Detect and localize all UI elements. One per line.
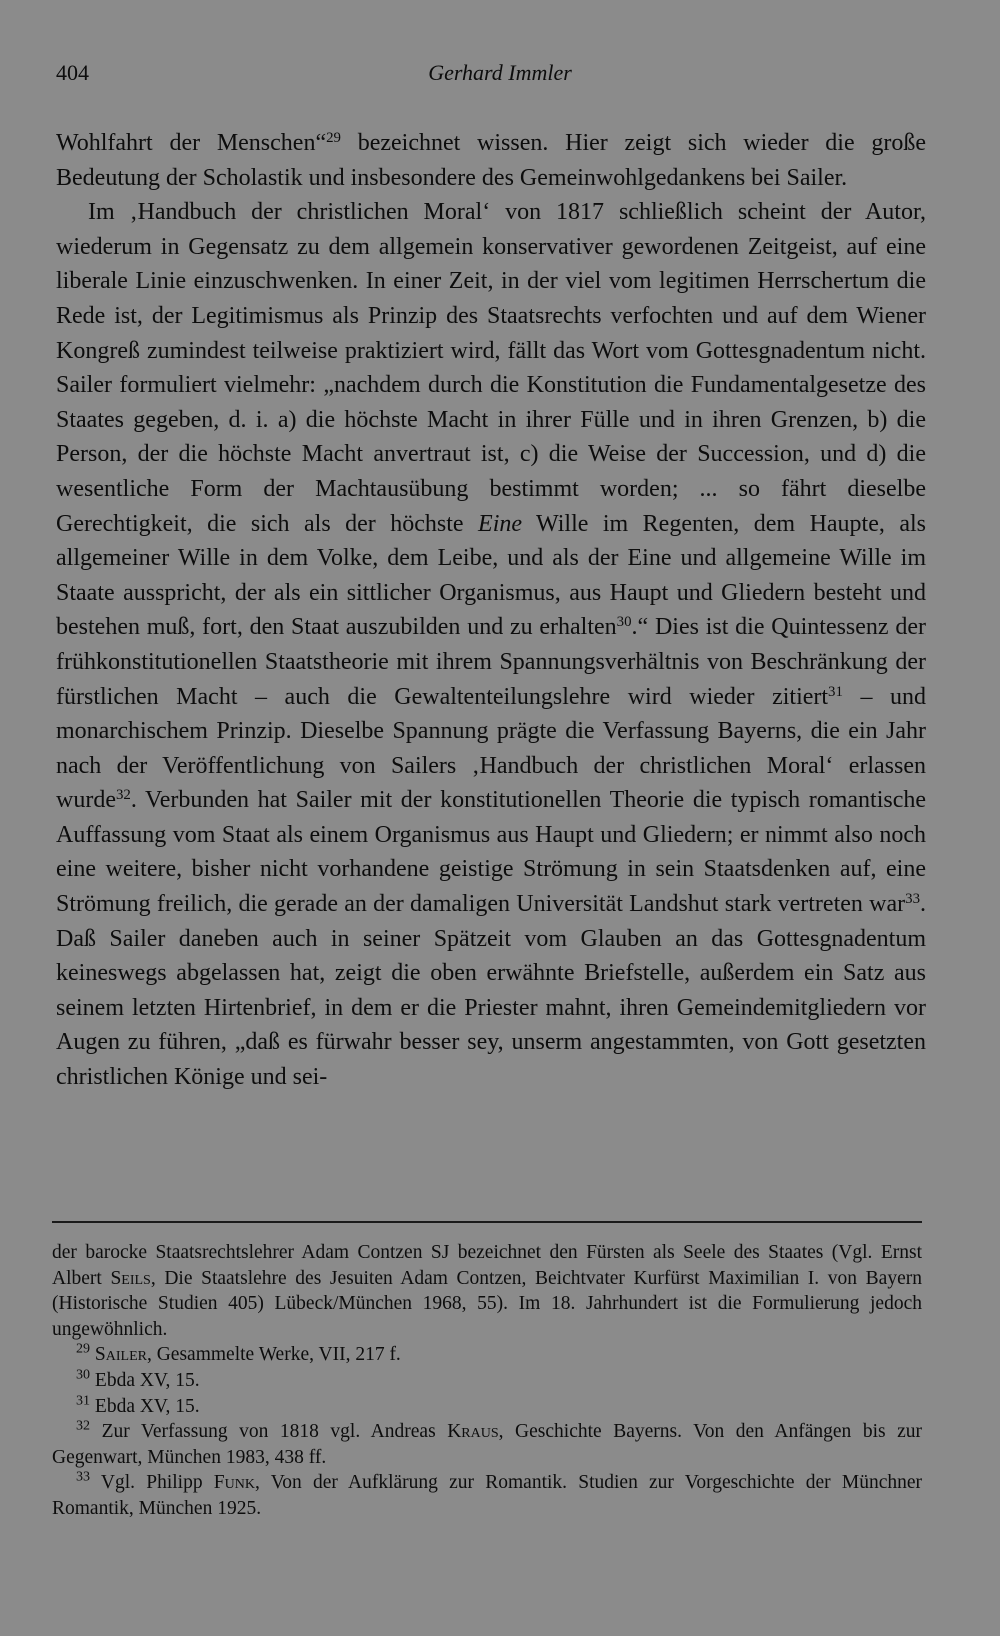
text-run: , Die Staatslehre des Jesuiten Adam Contzen, Beichtvater Kurfürst Maximilian I. von Bayern (Historische Studien 405) Lübeck/München 1968, 55). Im 18. Jahrhundert ist die Formulierung jedoch ungewöhnlich.: [52, 1267, 922, 1340]
footnote-number: 31: [76, 1391, 91, 1408]
footnote-number: 30: [76, 1366, 91, 1383]
author-name: Kraus: [447, 1421, 499, 1443]
footnote-ref-32: 32: [115, 787, 131, 804]
page-header: [56, 60, 944, 96]
page-number: 404: [56, 60, 89, 85]
italic-word: Eine: [478, 510, 523, 537]
footnote-ref-33: 33: [905, 890, 920, 907]
text-run: bezeichnet wissen. Hier zeigt sich wieder die große Bedeutung der Scholastik und insbesondere des Gemeinwohlgedankens bei Sailer.: [56, 130, 926, 191]
text-run: Zur Verfassung von 1818 vgl. Andreas: [101, 1421, 448, 1443]
footnote-ref-30: 30: [616, 614, 632, 631]
footnote-divider: [52, 1221, 922, 1223]
text-run: , Von der Aufklärung zur Romantik. Studien zur Vorgeschichte der Münchner Romantik, München 1925.: [52, 1472, 922, 1519]
text-run: . Verbunden hat Sailer mit der konstitutionellen Theorie die typisch romantische Auffassung vom Staat als einem Organismus aus Haupt und Gliedern; er nimmt also noch eine weitere, bisher nicht vorhandene geistige Strömung in sein Staatsdenken auf, eine Strömung freilich, die gerade an der damaligen Universität Landshut stark vertreten war: [56, 787, 926, 918]
text-run: , Gesammelte Werke, VII, 217 f.: [146, 1344, 401, 1366]
footnote-29: [52, 1342, 922, 1368]
footnote-ref-31: 31: [828, 683, 843, 700]
text-run: . Daß Sailer daneben auch in seiner Spätzeit vom Glauben an das Gottesgnadentum keineswegs abgelassen hat, zeigt die oben erwähnte Briefstelle, außerdem ein Satz aus seinem letzten Hirtenbrief, in dem er die Priester mahnt, ihren Gemeindemitgliedern vor Augen zu führen, „daß es fürwahr besser sey, unserm angestammten, von Gott gesetzten christlichen Könige und sei-: [56, 891, 926, 1091]
running-head: Gerhard Immler: [428, 60, 572, 85]
footnotes: [52, 1240, 922, 1522]
text-run: der barocke Staatsrechtslehrer Adam Contzen SJ bezeichnet den Fürsten als Seele des Staates (Vgl. Ernst Albert: [52, 1242, 922, 1289]
text-run: Im ‚Handbuch der christlichen Moral‘ von 1817 schließlich scheint der Autor, wiederum in Gegensatz zu dem allgemein konservativer gewordenen Zeitgeist, auf eine liberale Linie einzuschwenken. In einer Zeit, in der viel vom legitimen Herrschertum die Rede ist, der Legitimismus als Prinzip des Staatsrechts verfochten und auf dem Wiener Kongreß zumindest teilweise praktiziert wird, fällt das Wort vom Gottesgnadentum nicht. Sailer formuliert vielmehr: „nachdem durch die Konstitution die Fundamentalgesetze des Staates gegeben, d. i. a) die höchste Macht in ihrer Fülle und in ihren Grenzen, b) die Person, der die höchste Macht anvertraut ist, c) die Weise der Succession, und d) die wesentliche Form der Machtausübung bestimmt worden; ... so fährt dieselbe Gerechtigkeit, die sich als der höchste: [56, 199, 926, 537]
main-text: [56, 126, 926, 1095]
author-name: Seils: [110, 1267, 151, 1289]
footnote-number: 33: [76, 1468, 91, 1485]
text-run: Vgl. Philipp: [100, 1472, 214, 1494]
text-run: , Geschichte Bayerns. Von den Anfängen bis zur Gegenwart, München 1983, 438 ff.: [52, 1421, 923, 1468]
text-run: Ebda XV, 15.: [94, 1395, 200, 1417]
paragraph-2: [56, 195, 926, 1094]
footnote-30: [52, 1368, 922, 1394]
footnote-number: 29: [76, 1340, 91, 1357]
text-run: .“ Dies ist die Quintessenz der frühkonstitutionellen Staatstheorie mit ihrem Spannungsverhältnis von Beschränkung der fürstlichen Macht – auch die Gewaltenteilungslehre wird wieder zitiert: [56, 614, 926, 710]
footnote-number: 32: [76, 1417, 91, 1434]
footnote-32: [52, 1419, 922, 1470]
footnote-33: [52, 1470, 922, 1521]
text-run: Wohlfahrt der Menschen“: [56, 130, 327, 156]
footnote-31: [52, 1391, 922, 1420]
paragraph-1: [56, 126, 926, 195]
text-run: Ebda XV, 15.: [94, 1369, 200, 1391]
author-name: Funk: [213, 1472, 255, 1494]
footnote-ref-29: 29: [326, 129, 341, 146]
footnote-continuation: [52, 1240, 922, 1342]
text-run: Wille im Regenten, dem Haupte, als allgemeiner Wille in dem Volke, dem Leibe, und als der Eine und allgemeine Wille im Staate ausspricht, der als ein sittlicher Organismus, aus Haupt und Gliedern besteht und bestehen muß, fort, den Staat auszubilden und zu erhalten: [56, 510, 927, 641]
text-run: – und monarchischem Prinzip. Dieselbe Spannung prägte die Verfassung Bayerns, die ein Jahr nach der Veröffentlichung von Sailers ‚Handbuch der christlichen Moral‘ erlassen wurde: [56, 683, 926, 814]
author-name: Sailer: [94, 1344, 147, 1366]
